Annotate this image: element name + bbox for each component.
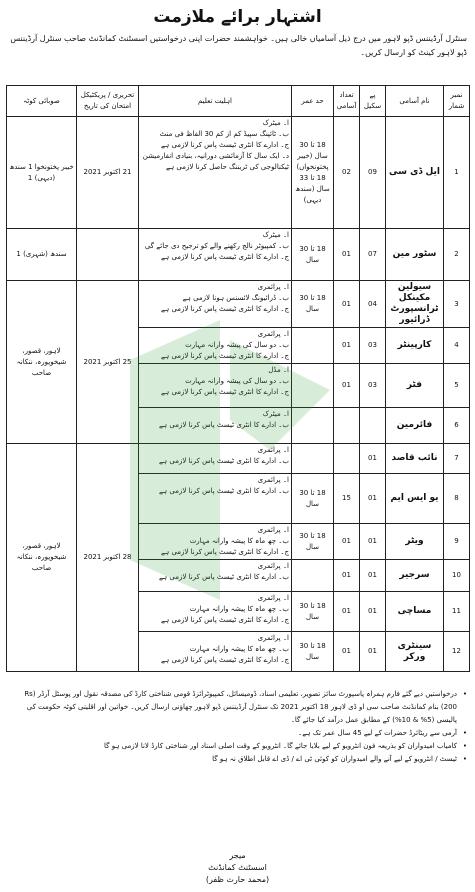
qualification-line: ج۔ ادارے کا انٹری ٹیسٹ پاس کرنا لازمی ہے xyxy=(161,305,289,313)
header-age: حد عمر xyxy=(292,86,334,117)
qualification-line: ب۔ دو سال کی پیشہ وارانہ مہارت xyxy=(185,377,289,385)
test-date-cell: 25 اکتوبر 2021 xyxy=(77,281,139,444)
qualification-line: ب۔ دو سال کی پیشہ وارانہ مہارت xyxy=(185,341,289,349)
note-item: • کامیاب امیدواران کو بذریعہ فون انٹرویو کے لیے بلایا جائے گا۔ انٹرویو کے وقت اصلی اسناد اور شناختی کارڈ لانا لازمی ہو گا xyxy=(8,740,467,753)
table-header-row xyxy=(7,86,470,117)
intro-text: سنٹرل آرڈیننس ڈپو لاہور میں درج ذیل آسامیاں خالی ہیں۔ خواہشمند حضرات اپنی درخواستیں اسسٹنٹ کمانڈنٹ صاحب سنٹرل آرڈیننس ڈپو لاہور کینٹ کو ارسال کریں۔ xyxy=(10,34,467,57)
header-scale: پے سکیل xyxy=(360,86,386,117)
qualification-line: ج۔ ادارے کا انٹری ٹیسٹ پاس کرنا لازمی ہے xyxy=(161,141,289,149)
header-serial: نمبر شمار xyxy=(444,86,470,117)
post-name-cell: مساچی xyxy=(386,592,444,632)
scale-cell: 03 xyxy=(360,364,386,408)
table-body xyxy=(7,117,470,672)
qualification-line: ج۔ ادارے کا انٹری ٹیسٹ پاس کرنا لازمی ہے xyxy=(161,548,289,556)
qualification-line: ب۔ ادارے کا انٹری ٹیسٹ پاس کرنا لازمی ہے xyxy=(158,457,289,465)
serial-cell: 10 xyxy=(444,560,470,592)
serial-cell: 4 xyxy=(444,328,470,364)
count-cell: 01 xyxy=(334,328,360,364)
serial-cell: 6 xyxy=(444,408,470,444)
header-province: صوبائی کوٹہ xyxy=(7,86,77,117)
age-cell xyxy=(292,444,334,474)
qualification-line: د۔ ایک سال کا آزمائشی دورانیہ، بنیادی انفارمیشن ٹیکنالوجی کی ٹریننگ حاصل کرنا لازمی ہے xyxy=(142,152,289,171)
scale-cell xyxy=(360,408,386,444)
post-name-cell: ویٹر xyxy=(386,524,444,560)
post-name-cell: فٹر xyxy=(386,364,444,408)
qualification-line: ا۔ میٹرک xyxy=(262,119,289,127)
qualification-line: ج۔ ادارے کا انٹری ٹیسٹ پاس کرنا لازمی ہے xyxy=(161,388,289,396)
jobs-table xyxy=(6,85,470,672)
count-cell: 01 xyxy=(334,229,360,281)
scale-cell: 01 xyxy=(360,444,386,474)
scale-cell: 04 xyxy=(360,281,386,328)
serial-cell: 7 xyxy=(444,444,470,474)
serial-cell: 12 xyxy=(444,632,470,672)
post-name-cell: سیولین مکینکل ٹرانسپورٹ ڈرائیور xyxy=(386,281,444,328)
notes-section xyxy=(8,688,467,766)
note-item: • آرمی سے ریٹائرڈ حضرات کے لیے 45 سال عمر تک ہے۔ xyxy=(8,727,467,740)
post-name-cell: یو ایس ایم xyxy=(386,474,444,524)
qualification-line: ا۔ پرائمری xyxy=(257,634,289,642)
qualification-line: ا۔ میٹرک xyxy=(262,231,289,239)
qualification-cell xyxy=(139,408,292,444)
qualification-line: ب۔ ادارے کا انٹری ٹیسٹ پاس کرنا لازمی ہے xyxy=(158,573,289,581)
qualification-cell xyxy=(139,632,292,672)
serial-cell: 9 xyxy=(444,524,470,560)
scale-cell: 01 xyxy=(360,632,386,672)
qualification-cell xyxy=(139,524,292,560)
scale-cell: 01 xyxy=(360,560,386,592)
province-cell: لاہور، قصور، شیخوپورہ، ننکانہ صاحب xyxy=(7,444,77,672)
qualification-line: ا۔ پرائمری xyxy=(257,283,289,291)
qualification-line: ا۔ پرائمری xyxy=(257,562,289,570)
table-row xyxy=(7,117,470,229)
age-cell xyxy=(292,560,334,592)
scale-cell: 03 xyxy=(360,328,386,364)
table-row xyxy=(7,444,470,474)
count-cell: 01 xyxy=(334,592,360,632)
age-cell: 18 تا 30 سال xyxy=(292,474,334,524)
qualification-cell xyxy=(139,560,292,592)
qualification-line: ب۔ چھ ماہ کا پیشہ وارانہ مہارت xyxy=(189,605,289,613)
signature-title: اسسٹنٹ کمانڈنٹ xyxy=(208,863,267,872)
age-cell xyxy=(292,364,334,408)
count-cell: 02 xyxy=(334,117,360,229)
count-cell: 15 xyxy=(334,474,360,524)
age-cell: 18 تا 30 سال xyxy=(292,524,334,560)
serial-cell: 3 xyxy=(444,281,470,328)
qualification-cell xyxy=(139,328,292,364)
age-cell: 18 تا 30 سال xyxy=(292,592,334,632)
count-cell xyxy=(334,408,360,444)
table-row xyxy=(7,281,470,328)
qualification-line: ج۔ ادارے کا انٹری ٹیسٹ پاس کرنا لازمی ہے xyxy=(161,656,289,664)
count-cell: 01 xyxy=(334,524,360,560)
age-cell xyxy=(292,408,334,444)
qualification-line: ب۔ چھ ماہ کا پیشہ وارانہ مہارت xyxy=(189,645,289,653)
qualification-line: ج۔ ادارے کا انٹری ٹیسٹ پاس کرنا لازمی ہے xyxy=(161,253,289,261)
signature-name: (محمد حارث ظفر) xyxy=(205,875,270,884)
post-name-cell: ایل ڈی سی xyxy=(386,117,444,229)
page-title: اشتہار برائے ملازمت xyxy=(153,7,322,27)
test-date-cell xyxy=(77,229,139,281)
qualification-line: ب۔ ادارے کا انٹری ٹیسٹ پاس کرنا لازمی ہے xyxy=(158,421,289,429)
qualification-line: ج۔ ادارے کا انٹری ٹیسٹ پاس کرنا لازمی ہے xyxy=(161,616,289,624)
age-cell xyxy=(292,328,334,364)
table-row xyxy=(7,229,470,281)
count-cell xyxy=(334,444,360,474)
note-item: • ٹیسٹ / انٹرویو کے لیے آنے والے امیدواران کو کوئی ٹی اے / ڈی اے قابل اطلاق نہ ہو گا xyxy=(8,753,467,766)
qualification-cell xyxy=(139,444,292,474)
qualification-cell xyxy=(139,229,292,281)
scale-cell: 01 xyxy=(360,592,386,632)
qualification-line: ب۔ ادارے کا انٹری ٹیسٹ پاس کرنا لازمی ہے xyxy=(158,487,289,495)
qualification-line: ب۔ کمپیوٹر نالج رکھنے والے کو ترجیح دی جائے گی xyxy=(144,242,289,250)
post-name-cell: نائب قاصد xyxy=(386,444,444,474)
post-name-cell: سٹور مین xyxy=(386,229,444,281)
serial-cell: 5 xyxy=(444,364,470,408)
province-cell: خیبر پختونخوا 1 سندھ (دیہی) 1 xyxy=(7,117,77,229)
header-test-date: تحریری / پریکٹیکل امتحان کی تاریخ xyxy=(77,86,139,117)
post-name-cell: فائرمین xyxy=(386,408,444,444)
count-cell: 01 xyxy=(334,364,360,408)
test-date-cell: 28 اکتوبر 2021 xyxy=(77,444,139,672)
qualification-cell xyxy=(139,592,292,632)
qualification-cell xyxy=(139,474,292,524)
post-name-cell: کارپینٹر xyxy=(386,328,444,364)
count-cell: 01 xyxy=(334,560,360,592)
scale-cell: 01 xyxy=(360,524,386,560)
qualification-line: ب۔ ڈرائیونگ لائسنس ہونا لازمی ہے xyxy=(182,294,289,302)
serial-cell: 11 xyxy=(444,592,470,632)
count-cell: 01 xyxy=(334,281,360,328)
header-qualification: اہلیت تعلیم xyxy=(139,86,292,117)
age-cell: 18 تا 30 سال xyxy=(292,632,334,672)
qualification-line: ا۔ پرائمری xyxy=(257,446,289,454)
serial-cell: 1 xyxy=(444,117,470,229)
qualification-line: ا۔ میٹرک xyxy=(262,410,289,418)
province-cell: لاہور، قصور، شیخوپورہ، ننکانہ صاحب xyxy=(7,281,77,444)
age-cell: 18 تا 30 سال xyxy=(292,229,334,281)
qualification-line: ا۔ پرائمری xyxy=(257,330,289,338)
qualification-cell xyxy=(139,117,292,229)
qualification-cell xyxy=(139,364,292,408)
qualification-cell xyxy=(139,281,292,328)
qualification-line: ا۔ پرائمری xyxy=(257,476,289,484)
qualification-line: ج۔ ادارے کا انٹری ٹیسٹ پاس کرنا لازمی ہے xyxy=(161,352,289,360)
count-cell: 01 xyxy=(334,632,360,672)
qualification-line: ا۔ مڈل xyxy=(268,366,289,374)
serial-cell: 8 xyxy=(444,474,470,524)
scale-cell: 07 xyxy=(360,229,386,281)
age-cell: 18 تا 30 سال (خیبر پختونخواں) 18 تا 33 سال (سندھ دیہی) xyxy=(292,117,334,229)
post-name-cell: سرجیر xyxy=(386,560,444,592)
scale-cell: 09 xyxy=(360,117,386,229)
qualification-line: ب۔ چھ ماہ کا پیشہ وارانہ مہارت xyxy=(189,537,289,545)
test-date-cell: 21 اکتوبر 2021 xyxy=(77,117,139,229)
signature-block xyxy=(0,850,475,886)
province-cell: سندھ (شہری) 1 xyxy=(7,229,77,281)
post-name-cell: سینٹری ورکر xyxy=(386,632,444,672)
age-cell: 18 تا 30 سال xyxy=(292,281,334,328)
qualification-line: ا۔ پرائمری xyxy=(257,526,289,534)
qualification-line: ب۔ ٹائپنگ سپیڈ کم از کم 30 الفاظ فی منٹ xyxy=(159,130,289,138)
scale-cell: 01 xyxy=(360,474,386,524)
serial-cell: 2 xyxy=(444,229,470,281)
note-item: • درخواستیں دیے گئے فارم ہمراہ پاسپورٹ سائز تصویر، تعلیمی اسناد، ڈومیسائل، کمپیوٹرائزڈ قومی شناختی کارڈ کی مصدقہ نقول اور پوسٹل آرڈر (Rs 200) بنام کمانڈنٹ صاحب سی او ڈی لاہور 18 اکتوبر 2021 تک سنٹرل آرڈیننس ڈپو لاہور چھاؤنی ارسال کریں۔ خواتین اور اقلیتی کوٹہ حکومت کی پالیسی (5% & 10%) کے مطابق عمل درآمد کیا جائے گا۔ xyxy=(8,688,467,727)
header-post: نام آسامی xyxy=(386,86,444,117)
signature-rank: میجر xyxy=(229,851,246,860)
qualification-line: ا۔ پرائمری xyxy=(257,594,289,602)
header-count: تعداد آسامی xyxy=(334,86,360,117)
